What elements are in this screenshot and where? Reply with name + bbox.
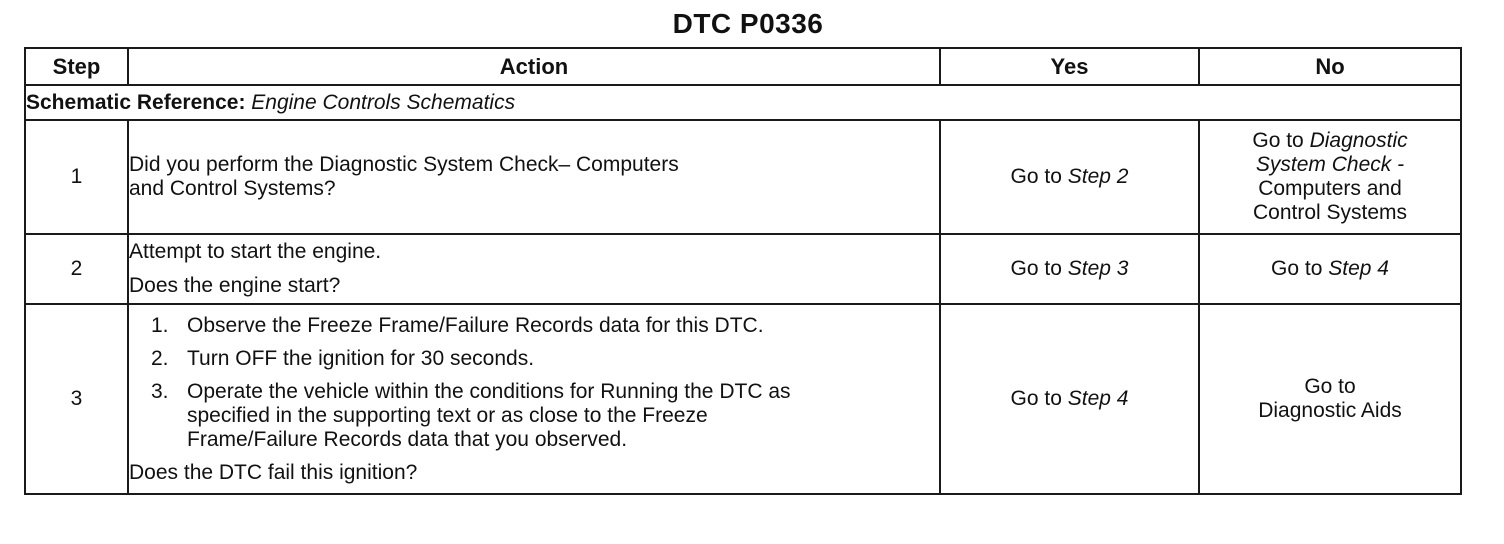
action-text: Did you perform the Diagnostic System Check– Computers — [129, 153, 679, 176]
substep-number: 2. — [151, 346, 169, 370]
yes-prefix: Go to — [1010, 257, 1068, 280]
action-question: Does the engine start? — [129, 274, 341, 297]
diagnostic-table — [24, 47, 1462, 495]
substep-line: Frame/Failure Records data that you observed. — [187, 427, 628, 451]
action-cell — [128, 234, 940, 304]
header-no: No — [1199, 48, 1461, 85]
substep-number: 3. — [151, 379, 169, 403]
step-link[interactable]: Step 4 — [1067, 387, 1129, 410]
yes-cell — [940, 234, 1199, 304]
no-text: Go to — [1304, 375, 1356, 398]
step-link[interactable]: Step 2 — [1067, 165, 1129, 188]
header-step: Step — [25, 48, 128, 85]
schematic-row — [25, 85, 1461, 120]
no-cell — [1199, 120, 1461, 234]
header-action: Action — [128, 48, 940, 85]
list-item — [151, 314, 939, 338]
step-number: 2 — [25, 234, 128, 304]
table-row — [25, 304, 1461, 494]
substep-text: Observe the Freeze Frame/Failure Records data for this DTC. — [187, 313, 764, 337]
list-item — [151, 347, 939, 371]
no-cell — [1199, 304, 1461, 494]
action-cell — [128, 120, 940, 234]
substep-text — [187, 380, 939, 452]
action-text: Attempt to start the engine. — [129, 240, 382, 263]
no-text: Computers and — [1258, 177, 1402, 200]
step-link[interactable]: Step 3 — [1067, 257, 1129, 280]
substep-text: Turn OFF the ignition for 30 seconds. — [187, 346, 535, 370]
yes-prefix: Go to — [1010, 165, 1068, 188]
no-cell — [1199, 234, 1461, 304]
step-link[interactable]: Step 4 — [1328, 257, 1389, 280]
list-item — [151, 380, 939, 452]
no-prefix: Go to — [1271, 257, 1329, 280]
schematic-label: Schematic Reference: — [26, 90, 246, 114]
substep-list — [129, 314, 939, 452]
diagnostic-aids-link[interactable]: Diagnostic Aids — [1258, 399, 1402, 422]
no-prefix: Go to — [1252, 129, 1310, 152]
yes-cell — [940, 304, 1199, 494]
diagnostic-system-check-link[interactable]: Diagnostic — [1309, 129, 1408, 152]
substep-line: specified in the supporting text or as close to the Freeze — [187, 403, 708, 427]
yes-prefix: Go to — [1010, 387, 1068, 410]
schematic-reference — [25, 85, 1461, 120]
substep-number: 1. — [151, 313, 169, 337]
step-number: 1 — [25, 120, 128, 234]
diagnostic-system-check-link[interactable]: System Check - — [1255, 153, 1405, 176]
action-question: Does the DTC fail this ignition? — [129, 460, 418, 484]
schematic-link[interactable]: Engine Controls Schematics — [251, 90, 516, 114]
yes-cell — [940, 120, 1199, 234]
action-cell — [128, 304, 940, 494]
action-text: and Control Systems? — [129, 177, 336, 200]
substep-line: Operate the vehicle within the conditions for Running the DTC as — [187, 379, 791, 403]
header-row — [25, 48, 1461, 85]
table-row — [25, 234, 1461, 304]
header-yes: Yes — [940, 48, 1199, 85]
step-number: 3 — [25, 304, 128, 494]
no-text: Control Systems — [1252, 201, 1408, 224]
page-title: DTC P0336 — [672, 8, 824, 39]
table-row — [25, 120, 1461, 234]
